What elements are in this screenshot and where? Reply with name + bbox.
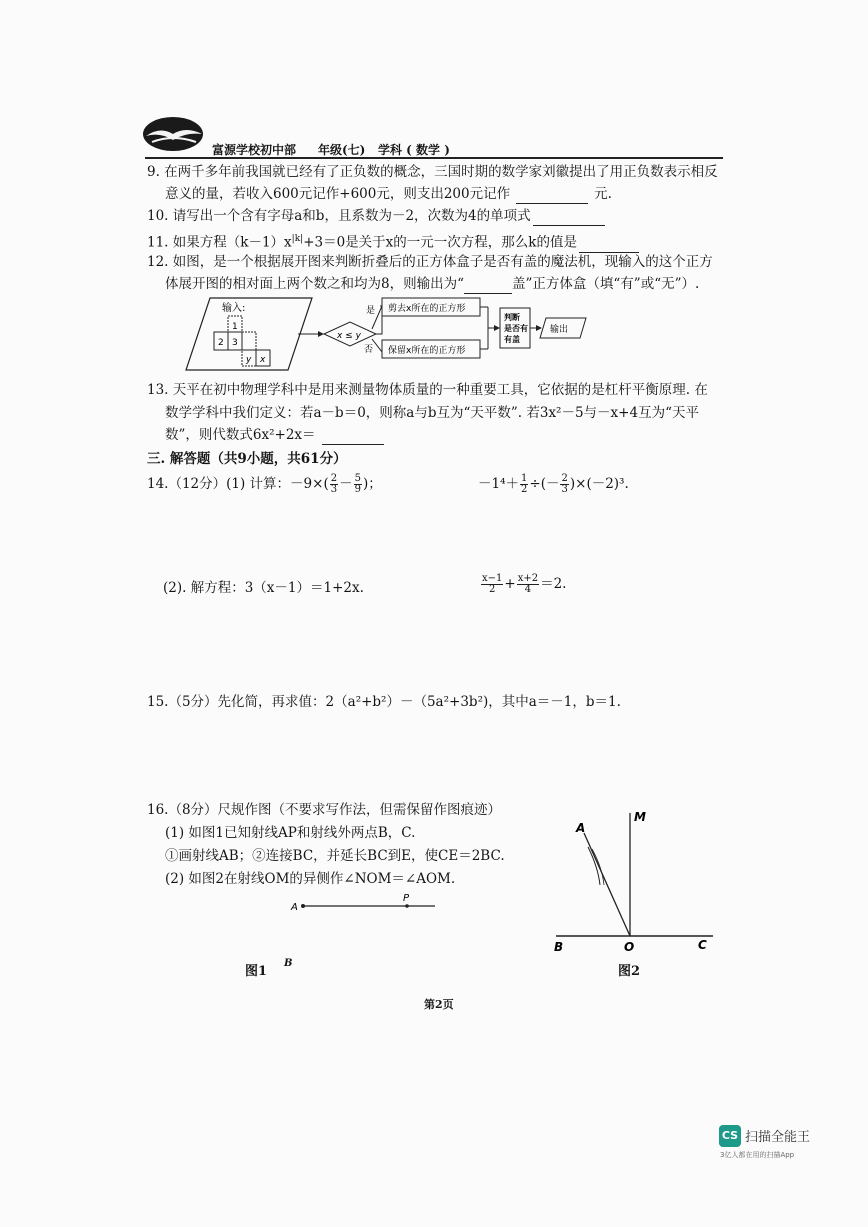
- q13-line1: 13. 天平在初中物理学科中是用来测量物体质量的一种重要工具，它依据的是杠杆平衡原理. 在: [147, 382, 708, 398]
- judge-line3: 有盖: [504, 335, 520, 344]
- net-cell-x: x: [260, 355, 266, 365]
- q9-line1: 9. 在两千多年前我国就已经有了正负数的概念，三国时期的数学家刘徽提出了用正负数表示相反: [147, 164, 718, 180]
- q16-line3: ①画射线AB；②连接BC，并延长BC到E，使CE＝2BC.: [165, 848, 505, 864]
- fig1-point-a: A: [291, 902, 298, 913]
- section-3-heading: 三. 解答题（共9小题，共61分）: [147, 451, 347, 467]
- q14-part2: (2). 解方程：3（x－1）＝1+2x.: [163, 580, 364, 596]
- fig2-point-m: M: [634, 810, 646, 824]
- header-rule: [145, 157, 723, 159]
- flow-no: 否: [364, 345, 374, 355]
- q14-part1b: －1⁴＋ $\frac{1}{2}$ ÷(－ $\frac{2}{3}$ )×(－2)³.: [478, 473, 629, 495]
- q14-part2b: $\frac{x-1}{2}$ + $\frac{x+2}{4}$ ＝2.: [482, 573, 567, 595]
- q13-line3: 数”，则代数式6x²+2x＝: [165, 425, 384, 445]
- q10-answer-blank[interactable]: [533, 211, 605, 226]
- q12-line2: 体展开图的相对面上两个数之和均为8，则输出为“ 盖”正方体盒（填“有”或“无”）.: [165, 276, 700, 292]
- q11: 11. 如果方程$(k-1)x^{|k|}+3=0$是关于x的一元一次方程，那么k的值是: [147, 229, 639, 253]
- camscanner-logo: CS: [719, 1125, 741, 1147]
- condition-text: x ≤ y: [337, 331, 361, 341]
- q12-line1: 12. 如图，是一个根据展开图来判断折叠后的正方体盒子是否有盖的魔法机，现输入的这个正方: [147, 254, 713, 270]
- q10: 10. 请写出一个含有字母a和b，且系数为－2，次数为4的单项式: [147, 206, 605, 226]
- header-grade: 年级(七): [318, 143, 366, 157]
- q16-line2: (1) 如图1已知射线AP和射线外两点B，C.: [165, 825, 416, 841]
- fig2-point-a: A: [576, 821, 586, 835]
- header-school: 富源学校初中部: [212, 143, 297, 157]
- fig1-point-b: B: [284, 958, 293, 969]
- q9-line2: 意义的量，若收入600元记作+600元，则支出200元记作 元.: [165, 186, 612, 202]
- watermark-name: 扫描全能王: [745, 1130, 811, 1145]
- fig2-point-o: O: [624, 940, 635, 954]
- page-number: 第2页: [424, 998, 454, 1011]
- net-cell-3: 3: [232, 338, 238, 348]
- net-cell-y: y: [246, 355, 252, 365]
- box-yes-text: 剪去x所在的正方形: [388, 304, 466, 314]
- q14-part1: 14.（12分）(1) 计算：－9×( $\frac{2}{3}$ － $\frac{5}{9}$ )；: [147, 473, 382, 495]
- judge-line2: 是否有: [504, 324, 528, 333]
- q11-answer-blank[interactable]: [579, 238, 639, 253]
- flow-yes: 是: [366, 306, 376, 316]
- q9-answer-blank[interactable]: [516, 189, 588, 204]
- fig2-caption: 图2: [618, 964, 641, 979]
- fig2-point-c: C: [698, 938, 707, 952]
- q15: 15.（5分）先化简，再求值：2（a²+b²）－（5a²+3b²)，其中a＝－1，b＝1.: [147, 694, 621, 710]
- q12-flowchart: [172, 294, 592, 376]
- q13-line2: 数学学科中我们定义：若a－b＝0，则称a与b互为“天平数”. 若3x²－5与－x+4互为“天平: [165, 405, 699, 421]
- q16-line1: 16.（8分）尺规作图（不要求写作法，但需保留作图痕迹）: [147, 802, 502, 818]
- net-cell-1: 1: [232, 322, 238, 332]
- fig1-caption: 图1: [245, 964, 268, 979]
- ray-oa: [584, 833, 630, 936]
- school-logo: [140, 112, 210, 154]
- q16-line4: (2) 如图2在射线OM的异侧作∠NOM＝∠AOM.: [165, 871, 456, 887]
- header-subject: 学科 ( 数学 ): [378, 143, 450, 157]
- fig1-point-p: P: [403, 893, 410, 904]
- figure-1: [285, 890, 445, 920]
- watermark-tagline: 3亿人都在用的扫描App: [720, 1151, 795, 1159]
- q13-answer-blank[interactable]: [322, 430, 384, 445]
- figure-2: [548, 805, 718, 955]
- net-cell-2: 2: [218, 338, 224, 348]
- q12-answer-blank[interactable]: [464, 279, 512, 294]
- box-no-text: 保留x所在的正方形: [388, 346, 466, 356]
- flow-output: 输出: [550, 325, 569, 335]
- judge-line1: 判断: [504, 313, 520, 322]
- flow-input-label: 输入:: [222, 303, 246, 314]
- fig2-point-b: B: [554, 940, 564, 954]
